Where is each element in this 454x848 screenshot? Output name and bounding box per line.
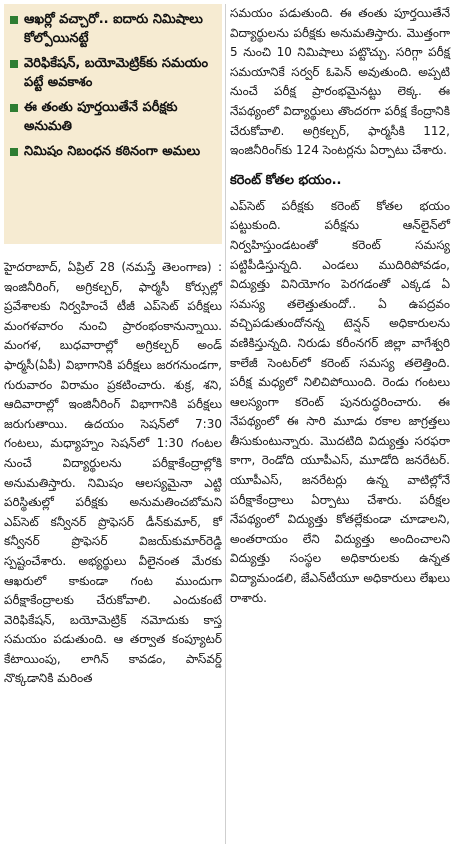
highlight-text: నిమిషం నిబంధన కఠినంగా అమలు xyxy=(24,144,201,159)
highlight-item xyxy=(8,142,218,161)
highlight-item xyxy=(8,54,218,92)
highlight-text: ఆఖర్లో వచ్చారో.. ఐదారు నిమిషాలు కోల్పోయినట్టే xyxy=(24,12,203,46)
square-bullet-icon xyxy=(10,16,18,24)
square-bullet-icon xyxy=(10,104,18,112)
highlight-item xyxy=(8,10,218,48)
article-body-left: హైదరాబాద్, ఏప్రిల్ 28 (నమస్తే తెలంగాణ) : ఇంజినీరింగ్, అగ్రికల్చర్, ఫార్మసీ కోర్సుల్లో ప్రవేశాలకు నిర్వహించే టీజీ ఎప్‌సెట్ పరీక్షలు మంగళవారం నుంచి ప్రారంభంకానున్నాయి. మంగళ, బుధవారాల్లో అగ్రికల్చర్ అండ్ ఫార్మసీ(ఏపీ) విభాగానికి పరీక్షలు జరగనుండగా, గురువారం విరామం ప్రకటించారు. శుక్ర, శని, ఆదివారాల్లో ఇంజినీరింగ్ విభాగానికి పరీక్షలు జరుగుతాయి. ఉదయం సెషన్‌లో 7:30 గంటలు, మధ్యాహ్నం సెషన్‌లో 1:30 గంటల నుంచే విద్యార్థులను పరీక్షాకేంద్రాల్లోకి అనుమతిస్తారు. నిమిషం ఆలస్యమైనా ఎట్టి పరిస్థితుల్లో పరీక్షకు అనుమతించబోమని ఎప్‌సెట్ కన్వీనర్ ప్రొఫెసర్ డీన్‌కుమార్, కో కన్వీనర్ ప్రొఫెసర్ విజయ్‌కుమార్‌రెడ్డి స్పష్టంచేశారు. అభ్యర్థులు వీలైనంత మేరకు ఆఖరులో కాకుండా గంట ముందుగా పరీక్షాకేంద్రాలకు చేరుకోవాలి. ఎందుకంటే వెరిఫికేషన్, బయోమెట్రిక్ నమోదుకు కాస్త సమయం పడుతుంది. ఆ తర్వాత కంప్యూటర్ కేటాయింపు, లాగిన్ కావడం, పాస్‌వర్డ్ నొక్కడానికి మరింత xyxy=(4,260,222,686)
square-bullet-icon xyxy=(10,148,18,156)
highlight-text: ఈ తంతు పూర్తయితేనే పరీక్షకు అనుమతి xyxy=(24,100,178,134)
highlight-item xyxy=(8,98,218,136)
article-body-power-cuts: ఎప్‌సెట్ పరీక్షకు కరెంట్ కోతల భయం పట్టుకుంది. పరీక్షను ఆన్‌లైన్‌లో నిర్వహిస్తుండటంతో కరెంట్ సమస్య పట్టిపీడిస్తున్నది. ఎండలు ముదిరిపోవడం, విద్యుత్తు వినియోగం పెరగడంతో ఎక్కడ ఏ సమస్య తలెత్తుతుందో.. ఏ ఉపద్రవం వచ్చిపడుతుందోనన్న టెన్షన్ అధికారులను వణికిస్తున్నది. నిరుడు కరీంనగర్ జిల్లా వాగేశ్వరి కాలేజీ సెంటర్‌లో కరెంట్ సమస్య తలెత్తింది. పరీక్ష మధ్యలో నిలిచిపోయింది. రెండు గంటలు ఆలస్యంగా కరెంట్ పునరుద్ధరించారు. ఈ నేపథ్యంలో ఈ సారి మూడు రకాల జాగ్రత్తలు తీసుకుంటున్నారు. మొదటిది విద్యుత్తు సరఫరా కాగా, రెండోది యూపీఎస్, మూడోది జనరేటర్. యూపీఎస్, జనరేటర్లు ఉన్న వాటిల్లోనే పరీక్షాకేంద్రాలు ఏర్పాటు చేశారు. పరీక్షల నేపథ్యంలో విద్యుత్తు కోతల్లేకుండా చూడాలని, అంతరాయం లేని విద్యుత్తు అందించాలని విద్యుత్తు సంస్థల అధికారులకు ఉన్నత విద్యామండలి, జేఎన్‌టీయూ అధికారులు లేఖలు రాశారు. xyxy=(230,198,450,605)
column-divider xyxy=(225,4,226,844)
section-subheading: కరెంట్ కోతల భయం.. xyxy=(230,172,342,188)
highlights-box xyxy=(4,4,222,244)
highlight-text: వెరిఫికేషన్, బయోమెట్రిక్‌కు సమయం పట్టే అవకాశం xyxy=(24,56,209,90)
square-bullet-icon xyxy=(10,60,18,68)
article-body-continued: సమయం పడుతుంది. ఈ తంతు పూర్తయితేనే విద్యార్థులను పరీక్షకు అనుమతిస్తారు. మొత్తంగా 5 నుంచి 10 నిమిషాలు పట్టొచ్చు. సరిగ్గా పరీక్ష సమయానికే సర్వర్ ఓపెన్ అవుతుంది. అప్పటి నుంచే పరీక్ష ప్రారంభమైనట్టు లెక్క. ఈ నేపథ్యంలో విద్యార్థులు తొందరగా పరీక్ష కేంద్రానికి చేరుకోవాలి. అగ్రికల్చర్, ఫార్మసీకి 112, ఇంజినీరింగ్‌కు 124 సెంటర్లను ఏర్పాటు చేశారు. xyxy=(230,6,450,158)
right-column xyxy=(230,4,450,844)
left-column xyxy=(4,4,222,844)
